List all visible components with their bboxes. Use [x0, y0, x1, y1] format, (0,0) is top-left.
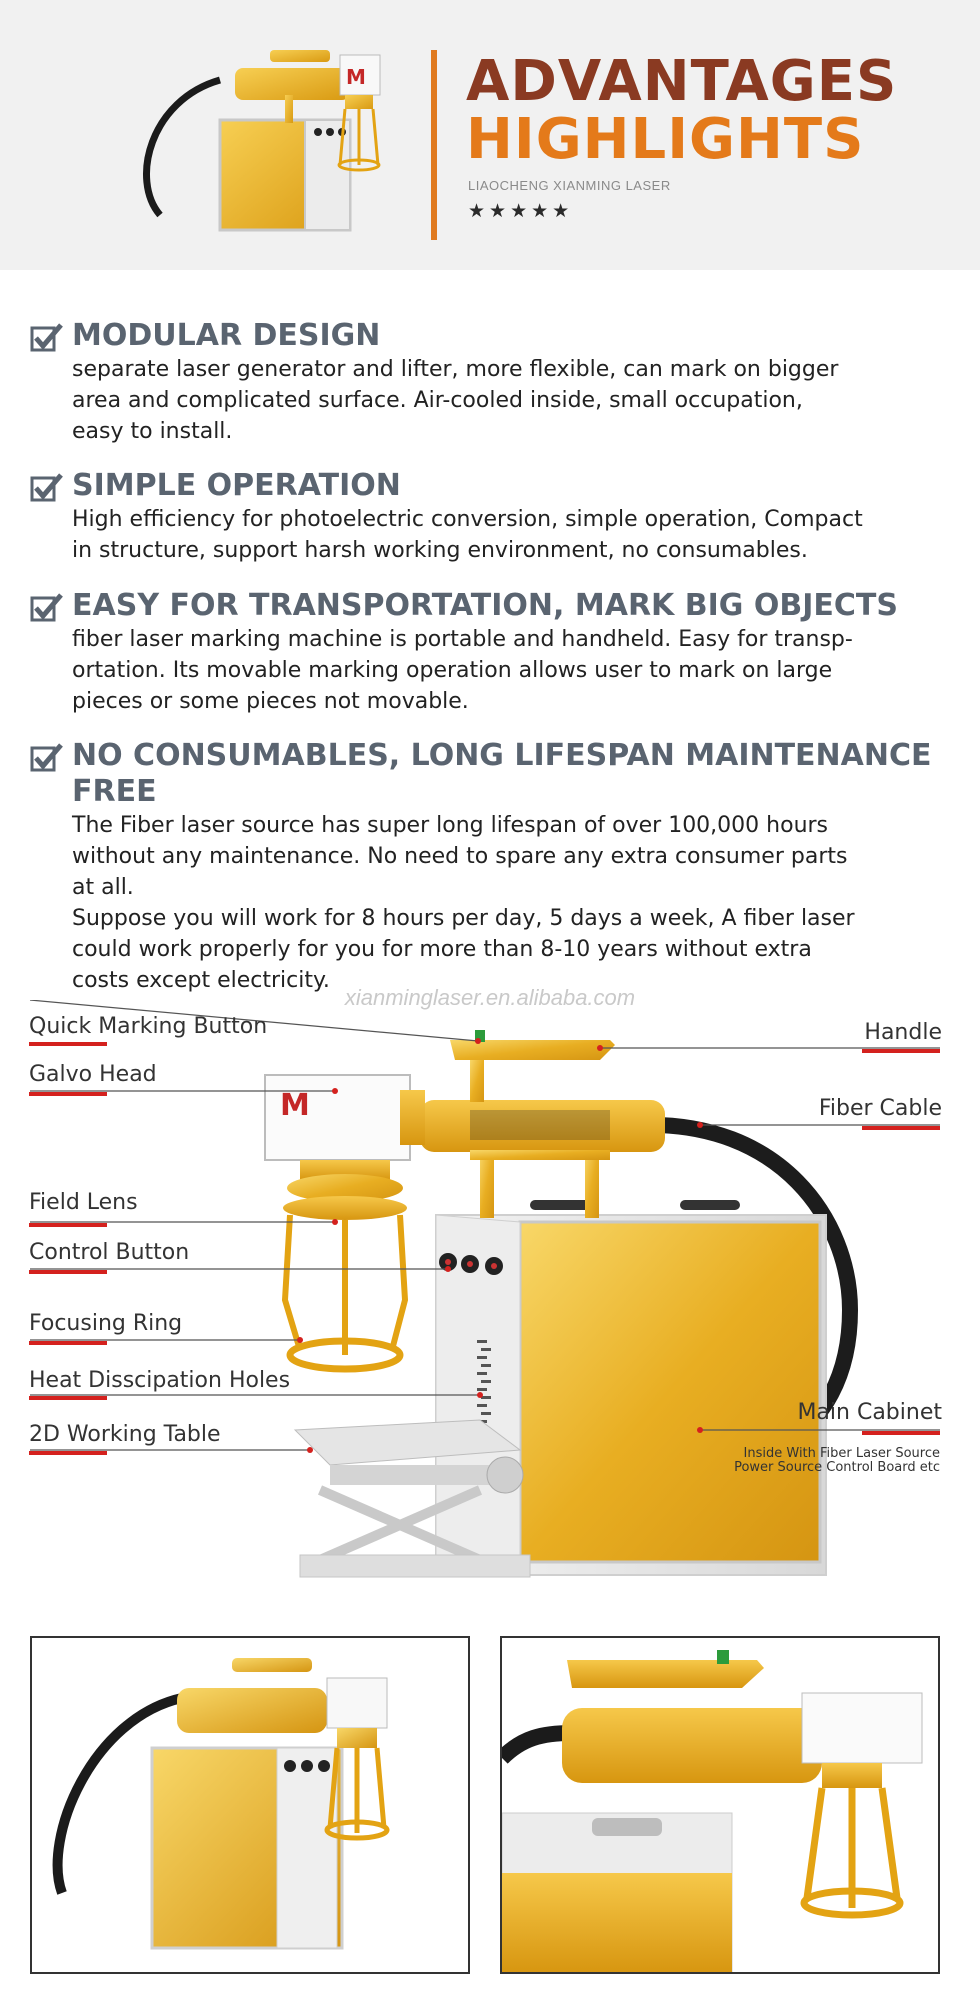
feature-title: NO CONSUMABLES, LONG LIFESPAN MAINTENANCE FREE — [72, 738, 932, 809]
cabinet-note-line: Inside With Fiber Laser Source — [743, 1446, 940, 1461]
watermark: xianminglaser.en.alibaba.com — [344, 985, 636, 1010]
header-banner — [0, 0, 980, 270]
feature-transportation — [30, 588, 950, 717]
machine-photo-image — [32, 1638, 468, 1972]
product-photo-full — [30, 1636, 470, 1974]
feature-title: MODULAR DESIGN — [72, 318, 381, 353]
label-underline — [862, 1431, 940, 1435]
machine-illustration — [0, 1000, 980, 1610]
label-underline — [29, 1270, 107, 1274]
label-underline — [862, 1049, 940, 1053]
header-divider — [431, 50, 437, 240]
feature-title: SIMPLE OPERATION — [72, 468, 401, 503]
cabinet-note — [734, 1447, 940, 1475]
label-heat-holes: Heat Disscipation Holes — [29, 1368, 291, 1393]
label-main-cabinet: Main Cabinet — [797, 1400, 942, 1425]
feature-no-consumables — [30, 738, 950, 996]
machine-parts-diagram — [0, 1000, 980, 1610]
feature-title: EASY FOR TRANSPORTATION, MARK BIG OBJECTS — [72, 588, 898, 623]
label-control-button: Control Button — [29, 1240, 190, 1265]
page-title-line2: HIGHLIGHTS — [466, 107, 865, 172]
label-underline — [29, 1042, 107, 1046]
label-fiber-cable: Fiber Cable — [818, 1096, 942, 1121]
feature-description: The Fiber laser source has super long lifespan of over 100,000 hours without any maintenance. No need to spare any extra consumer parts at all. Suppose you will work for 8 hours per day, 5 days a week, A fiber laser could work properly for you for more than 8-10 years without extra costs except electricity. — [72, 813, 855, 993]
label-galvo-head: Galvo Head — [29, 1062, 157, 1087]
label-underline — [29, 1223, 107, 1227]
label-underline — [29, 1341, 107, 1345]
label-quick-marking-button: Quick Marking Button — [29, 1014, 268, 1039]
page-title-line1: ADVANTAGES — [466, 49, 898, 114]
product-photo-closeup — [500, 1636, 940, 1974]
label-handle: Handle — [864, 1020, 942, 1045]
label-2d-working-table: 2D Working Table — [29, 1422, 221, 1447]
star-rating: ★★★★★ — [468, 200, 574, 222]
feature-modular-design — [30, 318, 950, 447]
feature-description: separate laser generator and lifter, more flexible, can mark on bigger area and complicated surface. Air-cooled inside, small occupation, easy to install. — [72, 357, 839, 444]
label-underline — [29, 1396, 107, 1400]
feature-description: fiber laser marking machine is portable and handheld. Easy for transp- ortation. Its movable marking operation allows user to mark on large pieces or some pieces not movable. — [72, 627, 853, 714]
label-underline — [29, 1092, 107, 1096]
label-underline — [862, 1126, 940, 1130]
machine-thumbnail-image — [140, 40, 430, 250]
cabinet-note-line: Power Source Control Board etc — [734, 1460, 940, 1475]
label-field-lens: Field Lens — [29, 1190, 138, 1215]
company-name: LIAOCHENG XIANMING LASER — [468, 178, 671, 193]
galvo-logo-mark: M — [280, 1088, 310, 1123]
label-focusing-ring: Focusing Ring — [29, 1311, 183, 1336]
logo-mark: M — [346, 65, 366, 89]
machine-closeup-image — [502, 1638, 938, 1972]
feature-simple-operation — [30, 468, 950, 566]
label-underline — [29, 1451, 107, 1455]
feature-description: High efficiency for photoelectric conversion, simple operation, Compact in structure, support harsh working environment, no consumables. — [72, 507, 863, 563]
